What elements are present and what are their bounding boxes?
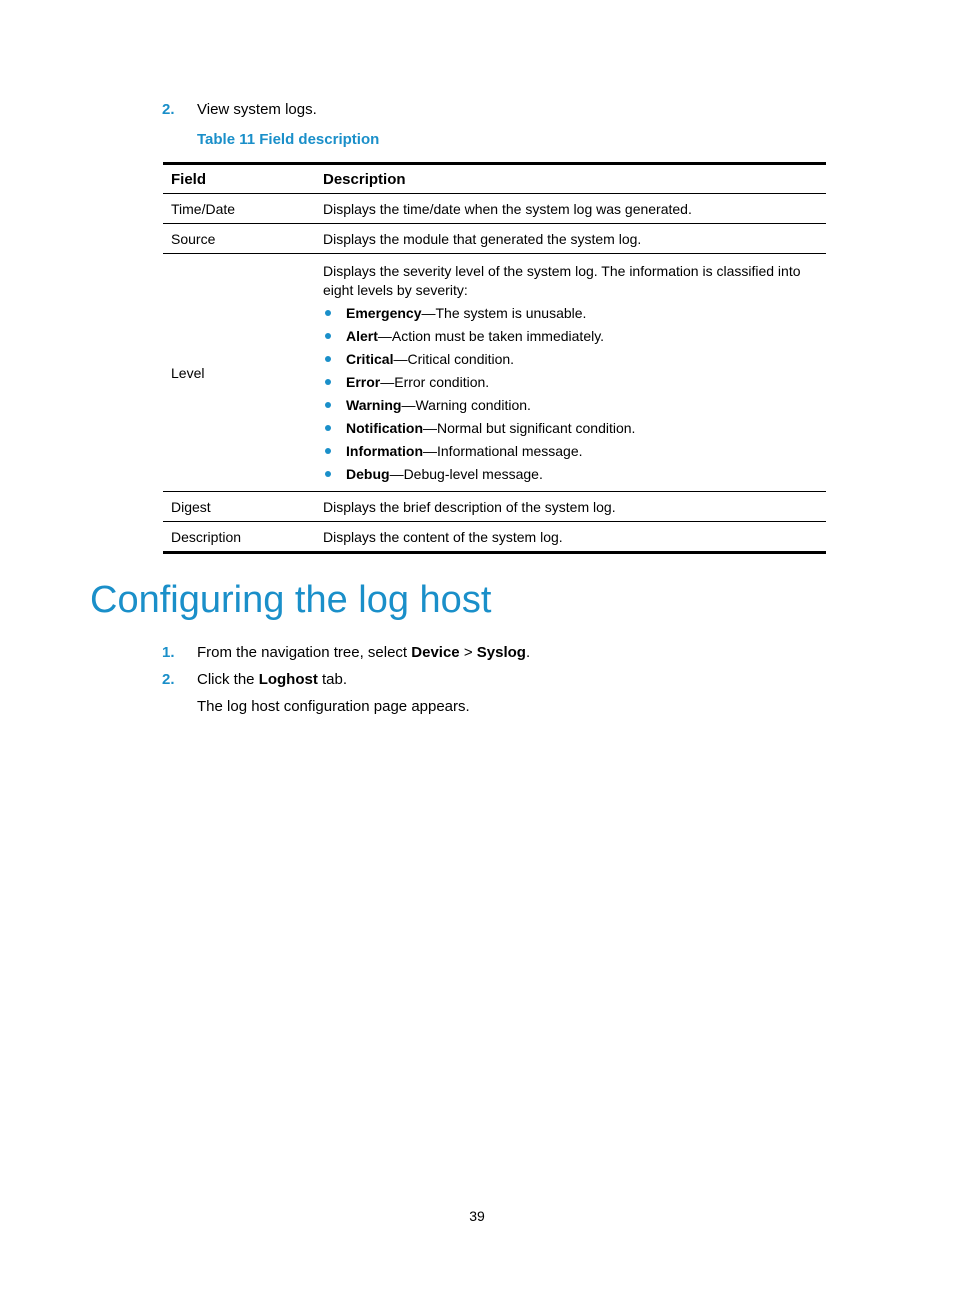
severity-text: —Warning condition. — [401, 397, 531, 413]
severity-item — [323, 464, 816, 487]
cell-description: Displays the time/date when the system log was generated. — [323, 200, 692, 217]
table-header-row — [163, 165, 826, 194]
step-text: . — [525, 644, 531, 661]
bullet-icon — [325, 425, 331, 431]
bullet-icon — [325, 310, 331, 316]
cell-description: Displays the content of the system log. — [323, 528, 563, 545]
severity-text: —Normal but significant condition. — [423, 420, 636, 436]
header-field: Field — [171, 170, 207, 188]
cell-description — [323, 254, 826, 491]
severity-item — [323, 418, 816, 441]
severity-term: Critical — [346, 351, 394, 367]
severity-text: —Informational message. — [423, 443, 583, 459]
step-ui-term: Syslog — [476, 644, 526, 661]
severity-term: Information — [346, 443, 423, 459]
step-number: 1. — [162, 644, 175, 661]
severity-text: —Error condition. — [380, 374, 490, 390]
severity-item — [323, 395, 816, 418]
bullet-icon — [325, 333, 331, 339]
cell-field: Description — [171, 528, 242, 545]
severity-term: Error — [346, 374, 381, 390]
table-row-level — [163, 254, 826, 492]
bullet-icon — [325, 356, 331, 362]
page-number: 39 — [469, 1208, 485, 1224]
step-text: > — [459, 644, 477, 661]
severity-term: Alert — [346, 328, 378, 344]
cell-field: Source — [171, 230, 216, 247]
severity-text: —Action must be taken immediately. — [377, 328, 605, 344]
level-intro: Displays the severity level of the system log. The information is classified into eight levels by severity: — [323, 263, 801, 298]
severity-text: —Critical condition. — [393, 351, 515, 367]
step-ui-term: Device — [411, 644, 460, 661]
step-view-logs — [162, 100, 317, 120]
severity-item — [323, 441, 816, 464]
step-ui-term: Loghost — [258, 671, 318, 688]
step-result-note: The log host configuration page appears. — [197, 698, 470, 715]
severity-term: Notification — [346, 420, 423, 436]
step-text: Click the — [197, 671, 259, 688]
table-row — [163, 224, 826, 254]
severity-term: Warning — [346, 397, 402, 413]
header-description: Description — [323, 170, 406, 188]
severity-list — [323, 303, 816, 487]
severity-item — [323, 303, 816, 326]
bullet-icon — [325, 448, 331, 454]
severity-term: Emergency — [346, 305, 422, 321]
step-number: 2. — [162, 671, 175, 688]
step-text: tab. — [317, 671, 348, 688]
severity-term: Debug — [346, 466, 390, 482]
bullet-icon — [325, 471, 331, 477]
step-number: 2. — [162, 101, 175, 118]
table-row — [163, 194, 826, 224]
cell-field: Level — [171, 364, 205, 381]
cell-field: Time/Date — [171, 200, 236, 217]
cell-field: Digest — [171, 498, 211, 515]
step-click-tab — [162, 670, 347, 690]
severity-item — [323, 349, 816, 372]
cell-description: Displays the module that generated the system log. — [323, 230, 642, 247]
field-description-table — [163, 162, 826, 554]
table-row — [163, 492, 826, 522]
cell-description: Displays the brief description of the system log. — [323, 498, 616, 515]
severity-text: —Debug-level message. — [389, 466, 543, 482]
bullet-icon — [325, 379, 331, 385]
table-caption: Table 11 Field description — [197, 131, 380, 148]
step-text: From the navigation tree, select — [197, 644, 412, 661]
severity-item — [323, 326, 816, 349]
table-row — [163, 522, 826, 551]
step-text: View system logs. — [197, 101, 317, 118]
bullet-icon — [325, 402, 331, 408]
severity-text: —The system is unusable. — [421, 305, 587, 321]
severity-item — [323, 372, 816, 395]
step-navigate — [162, 643, 530, 663]
section-heading: Configuring the log host — [90, 579, 492, 621]
